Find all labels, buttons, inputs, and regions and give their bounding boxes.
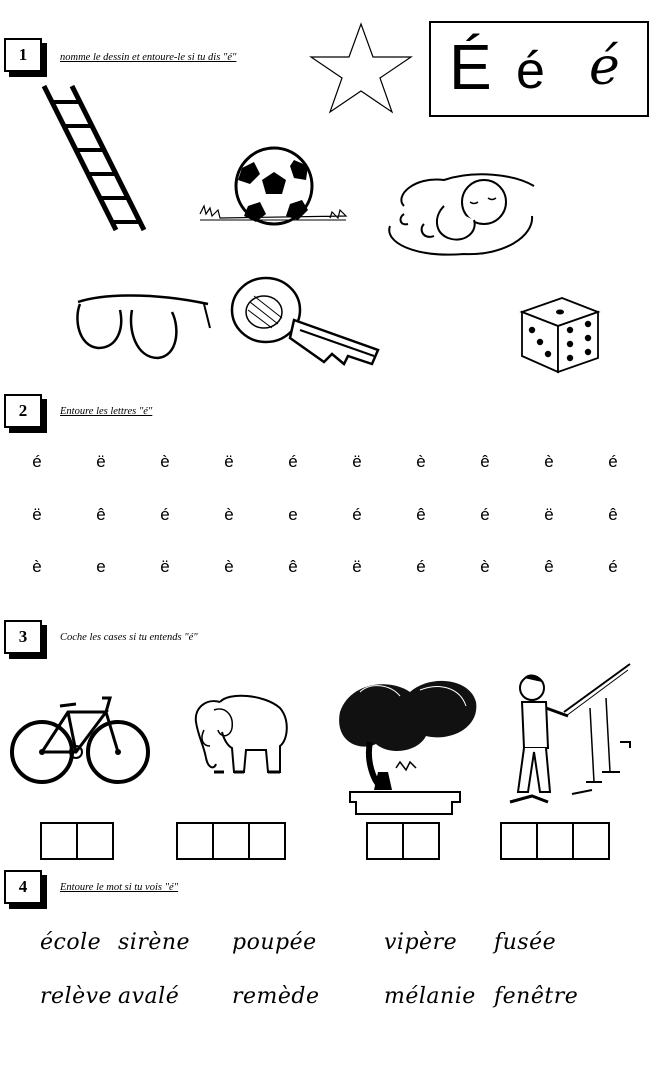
star-icon (308, 22, 414, 114)
key-icon (228, 274, 384, 370)
baby-icon (384, 166, 536, 262)
letter-item[interactable]: ë (160, 557, 170, 576)
word-item[interactable]: vipère (384, 930, 458, 955)
syllable-checkbox[interactable] (366, 822, 404, 860)
letter-item[interactable]: é (416, 557, 426, 576)
section-number-4: 4 (4, 870, 42, 904)
letter-item[interactable]: ë (96, 452, 106, 471)
section-1-instruction: nomme le dessin et entoure-le si tu dis "é" (60, 52, 237, 63)
letter-item[interactable]: è (32, 557, 42, 576)
letter-item[interactable]: é (608, 452, 618, 471)
word-item[interactable]: mélanie (384, 984, 476, 1009)
word-item[interactable]: avalé (118, 984, 180, 1009)
letter-item[interactable]: ê (480, 452, 490, 471)
letter-item[interactable]: ê (288, 557, 298, 576)
word-item[interactable]: poupée (232, 930, 317, 955)
dice-icon (518, 294, 602, 374)
soccer-ball-icon (198, 148, 348, 232)
letter-item[interactable]: e (288, 505, 298, 524)
syllable-checkbox[interactable] (176, 822, 214, 860)
section-4-instruction: Entoure le mot si tu vois "é" (60, 882, 179, 893)
syllable-checkbox[interactable] (76, 822, 114, 860)
skier-icon (502, 662, 632, 812)
cursive-e-acute: é (589, 37, 620, 97)
letter-display-box (429, 21, 649, 117)
letter-item[interactable]: ë (32, 505, 42, 524)
syllable-boxes-volcano (366, 822, 438, 860)
word-item[interactable]: fusée (494, 930, 557, 955)
volcano-icon (330, 672, 480, 818)
letter-item[interactable]: è (224, 505, 234, 524)
word-item[interactable]: sirène (118, 930, 191, 955)
letter-item[interactable]: è (416, 452, 426, 471)
letter-item[interactable]: ë (224, 452, 234, 471)
sunglasses-icon (72, 288, 212, 372)
syllable-checkbox[interactable] (572, 822, 610, 860)
syllable-checkbox[interactable] (40, 822, 78, 860)
word-item[interactable]: fenêtre (494, 984, 579, 1009)
letter-item[interactable]: ê (416, 505, 426, 524)
bicycle-icon (10, 686, 150, 790)
word-item[interactable]: relève (40, 984, 113, 1009)
section-number-2: 2 (4, 394, 42, 428)
syllable-boxes-bicycle (40, 822, 112, 860)
letter-item[interactable]: ê (544, 557, 554, 576)
letter-item[interactable]: é (32, 452, 42, 471)
letter-item[interactable]: è (480, 557, 490, 576)
letter-item[interactable]: ë (352, 557, 362, 576)
word-item[interactable]: école (40, 930, 102, 955)
letter-item[interactable]: ë (352, 452, 362, 471)
section-number-3: 3 (4, 620, 42, 654)
letter-item[interactable]: è (160, 452, 170, 471)
letter-item[interactable]: ê (608, 505, 618, 524)
letter-item[interactable]: ê (96, 505, 106, 524)
capital-e-acute: É (449, 31, 492, 103)
ladder-icon (42, 84, 148, 232)
syllable-boxes-elephant (176, 822, 284, 860)
section-2-instruction: Entoure les lettres "é" (60, 406, 153, 417)
letter-item[interactable]: ë (544, 505, 554, 524)
word-item[interactable]: remède (232, 984, 320, 1009)
letter-item[interactable]: é (352, 505, 362, 524)
syllable-checkbox[interactable] (248, 822, 286, 860)
letter-item[interactable]: è (224, 557, 234, 576)
syllable-checkbox[interactable] (402, 822, 440, 860)
letter-item[interactable]: é (288, 452, 298, 471)
section-number-1: 1 (4, 38, 42, 72)
syllable-checkbox[interactable] (500, 822, 538, 860)
letter-item[interactable]: é (608, 557, 618, 576)
lowercase-e-acute: é (516, 42, 545, 100)
letter-item[interactable]: é (480, 505, 490, 524)
letter-item[interactable]: e (96, 557, 106, 576)
syllable-checkbox[interactable] (536, 822, 574, 860)
syllable-boxes-skier (500, 822, 608, 860)
letter-item[interactable]: è (544, 452, 554, 471)
syllable-checkbox[interactable] (212, 822, 250, 860)
letter-item[interactable]: é (160, 505, 170, 524)
section-3-instruction: Coche les cases si tu entends "é" (60, 632, 198, 643)
elephant-icon (184, 688, 294, 778)
